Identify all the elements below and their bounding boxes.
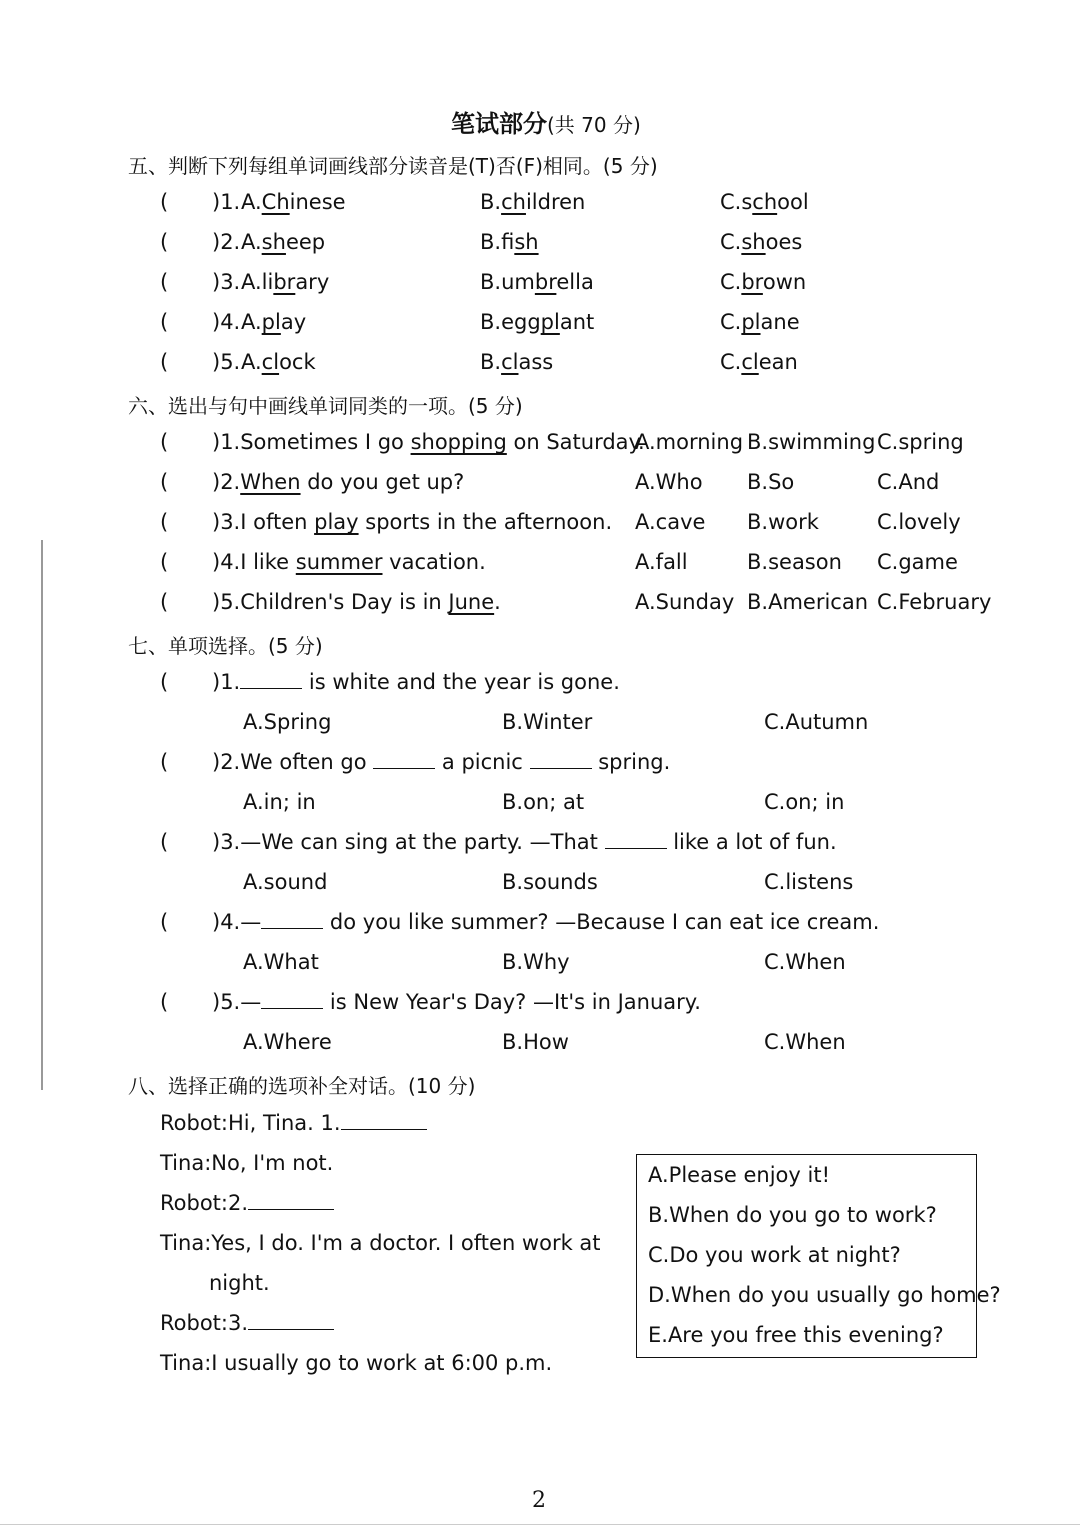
question: )5.— is New Year's Day? —It's in January.: [212, 990, 701, 1014]
question: )3.I often play sports in the afternoon.: [212, 510, 613, 534]
option-item: C.Do you work at night?: [648, 1243, 901, 1267]
option-a: A.What: [243, 950, 319, 974]
option-b: B.work: [747, 510, 819, 534]
page-number: 2: [532, 1488, 546, 1513]
option-b: B.class: [480, 350, 554, 374]
paren: (: [160, 670, 169, 694]
option-a: A.Who: [635, 470, 703, 494]
option-a: A.library: [241, 270, 330, 294]
option-c: C.school: [720, 190, 809, 214]
item-number: )4.: [212, 310, 241, 334]
section7-heading: 七、单项选择。(5 分): [128, 634, 323, 658]
item-number: )1.: [212, 190, 241, 214]
option-b: B.So: [747, 470, 795, 494]
option-b: B.sounds: [502, 870, 598, 894]
dialogue-line: Tina:Yes, I do. I'm a doctor. I often work at: [160, 1231, 601, 1255]
answer-blank: [240, 687, 302, 689]
margin-line: [41, 540, 43, 1090]
dialogue-line: Robot:2.: [160, 1191, 334, 1215]
option-c: C.on; in: [764, 790, 845, 814]
option-a: A.play: [241, 310, 307, 334]
section6-heading: 六、选出与句中画线单词同类的一项。(5 分): [128, 394, 523, 418]
answer-blank: [530, 767, 592, 769]
option-c: C.And: [877, 470, 940, 494]
option-a: A.Where: [243, 1030, 332, 1054]
option-c: C.February: [877, 590, 992, 614]
option-a: A.sound: [243, 870, 328, 894]
answer-blank: [261, 927, 323, 929]
paren: (: [160, 430, 169, 454]
answer-blank: [248, 1328, 334, 1330]
option-b: B.season: [747, 550, 842, 574]
question: )1. is white and the year is gone.: [212, 670, 620, 694]
option-b: B.eggplant: [480, 310, 595, 334]
answer-blank: [373, 767, 435, 769]
paren: (: [160, 830, 169, 854]
option-c: C.spring: [877, 430, 964, 454]
dialogue-line: Tina:No, I'm not.: [160, 1151, 334, 1175]
option-item: A.Please enjoy it!: [648, 1163, 830, 1187]
answer-blank: [261, 1007, 323, 1009]
answer-blank: [341, 1128, 427, 1130]
paren: (: [160, 190, 169, 214]
title-sub: (共 70 分): [547, 113, 641, 137]
option-a: A.Spring: [243, 710, 332, 734]
option-c: C.When: [764, 950, 846, 974]
page-title: [451, 104, 641, 139]
option-a: A.sheep: [241, 230, 326, 254]
option-b: B.children: [480, 190, 586, 214]
option-a: A.fall: [635, 550, 688, 574]
option-item: E.Are you free this evening?: [648, 1323, 944, 1347]
footer-rule: [0, 1524, 1080, 1525]
option-a: A.cave: [635, 510, 706, 534]
dialogue-line: Robot:Hi, Tina. 1.: [160, 1111, 427, 1135]
item-number: )5.: [212, 350, 241, 374]
option-c: C.Autumn: [764, 710, 869, 734]
option-a: A.Chinese: [241, 190, 346, 214]
dialogue-line: Robot:3.: [160, 1311, 334, 1335]
question: )4.— do you like summer? —Because I can eat ice cream.: [212, 910, 880, 934]
answer-blank: [605, 847, 667, 849]
paren: (: [160, 990, 169, 1014]
paren: (: [160, 750, 169, 774]
option-b: B.Why: [502, 950, 570, 974]
paren: (: [160, 550, 169, 574]
paren: (: [160, 510, 169, 534]
section5-heading: 五、判断下列每组单词画线部分读音是(T)否(F)相同。(5 分): [128, 154, 658, 178]
option-c: C.game: [877, 550, 958, 574]
option-b: B.swimming: [747, 430, 876, 454]
option-b: B.on; at: [502, 790, 585, 814]
question: )5.Children's Day is in June.: [212, 590, 501, 614]
option-a: A.in; in: [243, 790, 316, 814]
paren: (: [160, 590, 169, 614]
option-c: C.brown: [720, 270, 807, 294]
option-b: B.Winter: [502, 710, 593, 734]
question: )3.—We can sing at the party. —That like a lot of fun.: [212, 830, 837, 854]
answer-blank: [248, 1208, 334, 1210]
option-c: C.shoes: [720, 230, 803, 254]
question: )4.I like summer vacation.: [212, 550, 486, 574]
question: )2.We often go a picnic spring.: [212, 750, 671, 774]
option-c: C.lovely: [877, 510, 961, 534]
paren: (: [160, 350, 169, 374]
option-c: C.clean: [720, 350, 798, 374]
dialogue-line: Tina:I usually go to work at 6:00 p.m.: [160, 1351, 553, 1375]
option-b: B.How: [502, 1030, 569, 1054]
option-c: C.listens: [764, 870, 854, 894]
dialogue-line: night.: [209, 1271, 270, 1295]
option-a: A.morning: [635, 430, 744, 454]
option-a: A.clock: [241, 350, 316, 374]
option-b: B.umbrella: [480, 270, 594, 294]
paren: (: [160, 310, 169, 334]
paren: (: [160, 230, 169, 254]
option-b: B.fish: [480, 230, 539, 254]
paren: (: [160, 470, 169, 494]
option-a: A.Sunday: [635, 590, 735, 614]
option-item: D.When do you usually go home?: [648, 1283, 1001, 1307]
item-number: )3.: [212, 270, 241, 294]
paren: (: [160, 270, 169, 294]
question: )1.Sometimes I go shopping on Saturday.: [212, 430, 645, 454]
paren: (: [160, 910, 169, 934]
item-number: )2.: [212, 230, 241, 254]
option-c: C.plane: [720, 310, 800, 334]
question: )2.When do you get up?: [212, 470, 465, 494]
section8-heading: 八、选择正确的选项补全对话。(10 分): [128, 1074, 476, 1098]
option-c: C.When: [764, 1030, 846, 1054]
option-item: B.When do you go to work?: [648, 1203, 937, 1227]
title-main: 笔试部分: [451, 110, 547, 138]
option-b: B.American: [747, 590, 869, 614]
